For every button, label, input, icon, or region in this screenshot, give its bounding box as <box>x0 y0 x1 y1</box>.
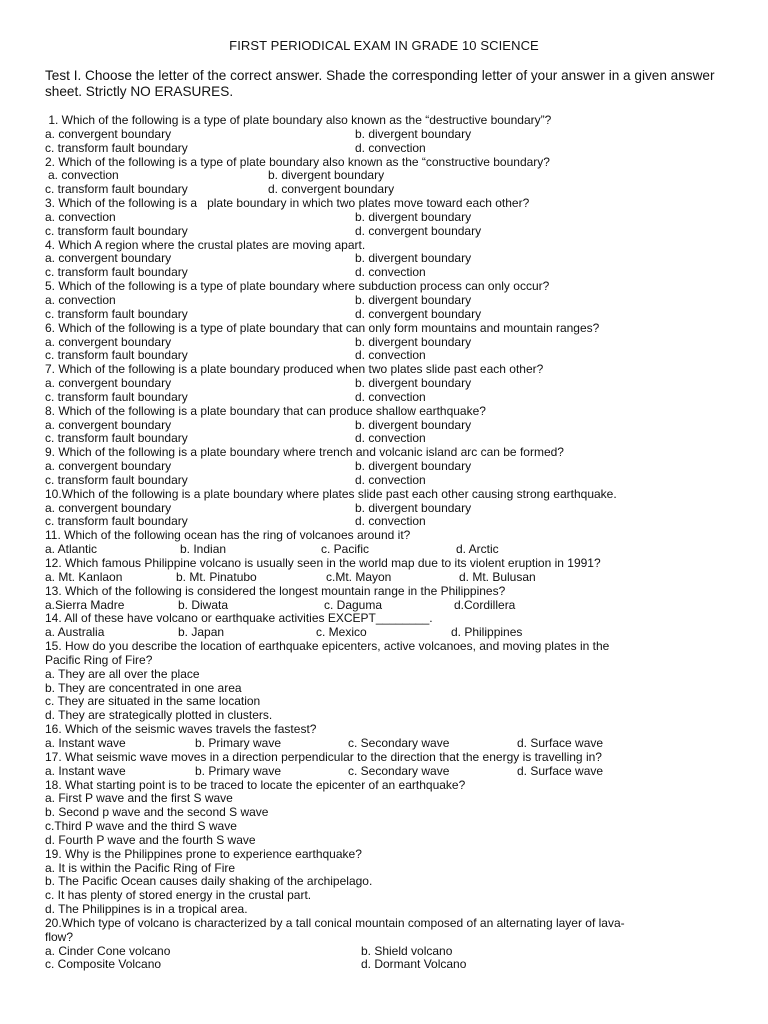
choice-option: b. divergent boundary <box>355 417 472 432</box>
question-line <box>45 529 725 543</box>
choice-option: a. convection <box>48 168 119 183</box>
line-text: d. Fourth P wave and the fourth S wave <box>45 832 256 847</box>
choice-option: d. Surface wave <box>517 763 604 778</box>
choice-row <box>45 460 725 474</box>
line-text: c.Third P wave and the third S wave <box>45 819 237 834</box>
question-line <box>45 640 725 654</box>
choice-row <box>45 336 725 350</box>
line-text: c. It has plenty of stored energy in the crustal part. <box>45 888 312 903</box>
choice-option: a. convergent boundary <box>45 500 172 515</box>
choice-option: c. transform fault boundary <box>45 182 188 197</box>
choice-option: d. Dormant Volcano <box>361 957 467 972</box>
question-text: 17. What seismic wave moves in a direction perpendicular to the direction that the energy is travelling in? <box>45 749 602 764</box>
choice-option: d. convection <box>355 514 426 529</box>
choice-row <box>45 128 725 142</box>
question-line <box>45 723 725 737</box>
choice-option: c. transform fault boundary <box>45 140 188 155</box>
choice-row <box>45 958 725 972</box>
question-text: 11. Which of the following ocean has the ring of volcanoes around it? <box>45 528 411 543</box>
choice-option: d. convection <box>355 348 426 363</box>
choice-option: a. Australia <box>45 625 105 640</box>
choice-row <box>45 183 725 197</box>
choice-option: b. divergent boundary <box>355 459 472 474</box>
choice-option: c. Composite Volcano <box>45 957 162 972</box>
choice-row <box>45 765 725 779</box>
text-line <box>45 889 725 903</box>
choice-row <box>45 737 725 751</box>
choice-option: d. Arctic <box>456 542 499 557</box>
choice-option: b. divergent boundary <box>355 251 472 266</box>
choice-option: b. divergent boundary <box>355 500 472 515</box>
line-text: a. They are all over the place <box>45 666 200 681</box>
choice-option: a. Instant wave <box>45 763 126 778</box>
choice-option: c. Secondary wave <box>348 735 450 750</box>
choice-option: b. divergent boundary <box>268 168 385 183</box>
line-text: Pacific Ring of Fire? <box>45 652 153 667</box>
choice-option: a. convection <box>45 209 116 224</box>
choice-option: b. divergent boundary <box>355 292 472 307</box>
choice-row <box>45 571 725 585</box>
choice-option: b. Diwata <box>178 597 229 612</box>
choice-option: a. convergent boundary <box>45 126 172 141</box>
choice-option: b. Mt. Pinatubo <box>176 569 257 584</box>
question-line <box>45 612 725 626</box>
choice-option: c.Mt. Mayon <box>326 569 392 584</box>
text-line <box>45 654 725 668</box>
line-text: b. Second p wave and the second S wave <box>45 805 269 820</box>
line-text: d. They are strategically plotted in clusters. <box>45 708 273 723</box>
choice-row <box>45 169 725 183</box>
choice-row <box>45 266 725 280</box>
question-list <box>45 114 725 972</box>
question-text: 4. Which A region where the crustal plates are moving apart. <box>45 237 366 252</box>
question-text: 6. Which of the following is a type of plate boundary that can only form mountains and mountain ranges? <box>45 320 600 335</box>
line-text: b. The Pacific Ocean causes daily shaking of the archipelago. <box>45 874 373 889</box>
choice-option: a. convergent boundary <box>45 334 172 349</box>
choice-option: d.Cordillera <box>454 597 516 612</box>
choice-row <box>45 474 725 488</box>
question-line <box>45 917 725 931</box>
choice-option: b. Primary wave <box>195 735 282 750</box>
question-line <box>45 848 725 862</box>
choice-option: d. convergent boundary <box>355 223 482 238</box>
line-text: c. They are situated in the same location <box>45 694 261 709</box>
question-text: 12. Which famous Philippine volcano is usually seen in the world map due to its violent eruption in 1991? <box>45 556 601 570</box>
text-line <box>45 903 725 917</box>
question-line <box>45 197 725 211</box>
choice-option: c. transform fault boundary <box>45 389 188 404</box>
choice-option: a.Sierra Madre <box>45 597 125 612</box>
question-line <box>45 585 725 599</box>
choice-option: b. divergent boundary <box>355 209 472 224</box>
choice-option: c. transform fault boundary <box>45 306 188 321</box>
choice-option: a. Atlantic <box>45 542 98 557</box>
choice-option: c. transform fault boundary <box>45 265 188 280</box>
choice-row <box>45 391 725 405</box>
choice-option: c. transform fault boundary <box>45 514 188 529</box>
text-line <box>45 792 725 806</box>
question-text: 1. Which of the following is a type of plate boundary also known as the “destructive boundary”? <box>45 113 552 127</box>
text-line <box>45 862 725 876</box>
choice-option: c. Mexico <box>316 625 367 640</box>
choice-row <box>45 142 725 156</box>
question-line <box>45 446 725 460</box>
choice-option: b. divergent boundary <box>355 376 472 391</box>
choice-option: d. Philippines <box>451 625 523 640</box>
choice-row <box>45 308 725 322</box>
question-text: 15. How do you describe the location of earthquake epicenters, active volcanoes, and moving plates in the <box>45 639 610 654</box>
choice-row <box>45 502 725 516</box>
choice-option: c. transform fault boundary <box>45 431 188 446</box>
choice-option: d. convection <box>355 265 426 280</box>
line-text: flow? <box>45 929 74 944</box>
question-line <box>45 779 725 793</box>
choice-option: b. divergent boundary <box>355 334 472 349</box>
choice-option: d. Surface wave <box>517 735 604 750</box>
line-text: a. First P wave and the first S wave <box>45 791 233 806</box>
text-line <box>45 834 725 848</box>
question-text: 2. Which of the following is a type of plate boundary also known as the “constructive boundary? <box>45 154 550 169</box>
question-text: 19. Why is the Philippines prone to experience earthquake? <box>45 846 362 861</box>
line-text: a. It is within the Pacific Ring of Fire <box>45 860 236 875</box>
choice-row <box>45 945 725 959</box>
choice-row <box>45 252 725 266</box>
question-line <box>45 239 725 253</box>
choice-option: d. convection <box>355 472 426 487</box>
question-line <box>45 280 725 294</box>
choice-option: b. Indian <box>180 542 227 557</box>
choice-row <box>45 419 725 433</box>
text-line <box>45 709 725 723</box>
choice-option: a. convergent boundary <box>45 417 172 432</box>
choice-row <box>45 349 725 363</box>
choice-option: c. transform fault boundary <box>45 223 188 238</box>
question-text: 10.Which of the following is a plate boundary where plates slide past each other causing strong earthquake. <box>45 486 617 501</box>
choice-option: d. convection <box>355 140 426 155</box>
question-line <box>45 751 725 765</box>
choice-option: c. transform fault boundary <box>45 348 188 363</box>
choice-option: b. Primary wave <box>195 763 282 778</box>
choice-option: c. Daguma <box>324 597 383 612</box>
question-line <box>45 363 725 377</box>
choice-row <box>45 515 725 529</box>
question-text: 3. Which of the following is a plate boundary in which two plates move toward each other? <box>45 196 530 211</box>
choice-option: c. transform fault boundary <box>45 472 188 487</box>
choice-option: a. Mt. Kanlaon <box>45 569 123 584</box>
choice-row <box>45 432 725 446</box>
question-line <box>45 156 725 170</box>
question-text: 20.Which type of volcano is characterized by a tall conical mountain composed of an alternating layer of lava- <box>45 915 625 930</box>
question-text: 7. Which of the following is a plate boundary produced when two plates slide past each other? <box>45 362 544 377</box>
choice-option: d. convection <box>355 431 426 446</box>
page-title: FIRST PERIODICAL EXAM IN GRADE 10 SCIENCE <box>229 38 539 53</box>
question-text: 9. Which of the following is a plate boundary where trench and volcanic island arc can be formed? <box>45 445 564 460</box>
choice-option: a. Instant wave <box>45 735 126 750</box>
choice-option: a. convergent boundary <box>45 376 172 391</box>
question-text: 18. What starting point is to be traced to locate the epicenter of an earthquake? <box>45 777 466 792</box>
text-line <box>45 875 725 889</box>
choice-option: d. Mt. Bulusan <box>459 569 536 584</box>
line-text: b. They are concentrated in one area <box>45 680 242 695</box>
choice-row <box>45 377 725 391</box>
question-text: 5. Which of the following is a type of plate boundary where subduction process can only occur? <box>45 279 550 294</box>
line-text: d. The Philippines is in a tropical area. <box>45 902 248 917</box>
question-line <box>45 114 725 128</box>
choice-option: a. convergent boundary <box>45 459 172 474</box>
choice-row <box>45 225 725 239</box>
question-text: 14. All of these have volcano or earthquake activities EXCEPT________. <box>45 611 433 626</box>
choice-option: d. convection <box>355 389 426 404</box>
text-line <box>45 931 725 945</box>
question-line <box>45 488 725 502</box>
choice-row <box>45 599 725 613</box>
question-text: 8. Which of the following is a plate boundary that can produce shallow earthquake? <box>45 403 486 418</box>
choice-option: d. convergent boundary <box>268 182 395 197</box>
choice-option: d. convergent boundary <box>355 306 482 321</box>
text-line <box>45 682 725 696</box>
choice-option: b. divergent boundary <box>355 126 472 141</box>
question-line <box>45 405 725 419</box>
text-line <box>45 668 725 682</box>
text-line <box>45 695 725 709</box>
choice-option: c. Secondary wave <box>348 763 450 778</box>
choice-option: a. convergent boundary <box>45 251 172 266</box>
text-line <box>45 806 725 820</box>
text-line <box>45 820 725 834</box>
choice-option: a. Cinder Cone volcano <box>45 943 171 958</box>
choice-row <box>45 294 725 308</box>
choice-option: c. Pacific <box>321 542 370 557</box>
question-text: 16. Which of the seismic waves travels the fastest? <box>45 722 317 737</box>
choice-row <box>45 626 725 640</box>
instructions: Test I. Choose the letter of the correct answer. Shade the corresponding letter of your answer in a given answer sheet. Strictly NO ERASURES. <box>45 68 715 99</box>
question-line <box>45 322 725 336</box>
question-line <box>45 557 725 571</box>
choice-option: b. Shield volcano <box>361 943 453 958</box>
question-text: 13. Which of the following is considered the longest mountain range in the Philippines? <box>45 583 506 598</box>
choice-row <box>45 211 725 225</box>
choice-option: b. Japan <box>178 625 225 640</box>
choice-option: a. convection <box>45 292 116 307</box>
choice-row <box>45 543 725 557</box>
